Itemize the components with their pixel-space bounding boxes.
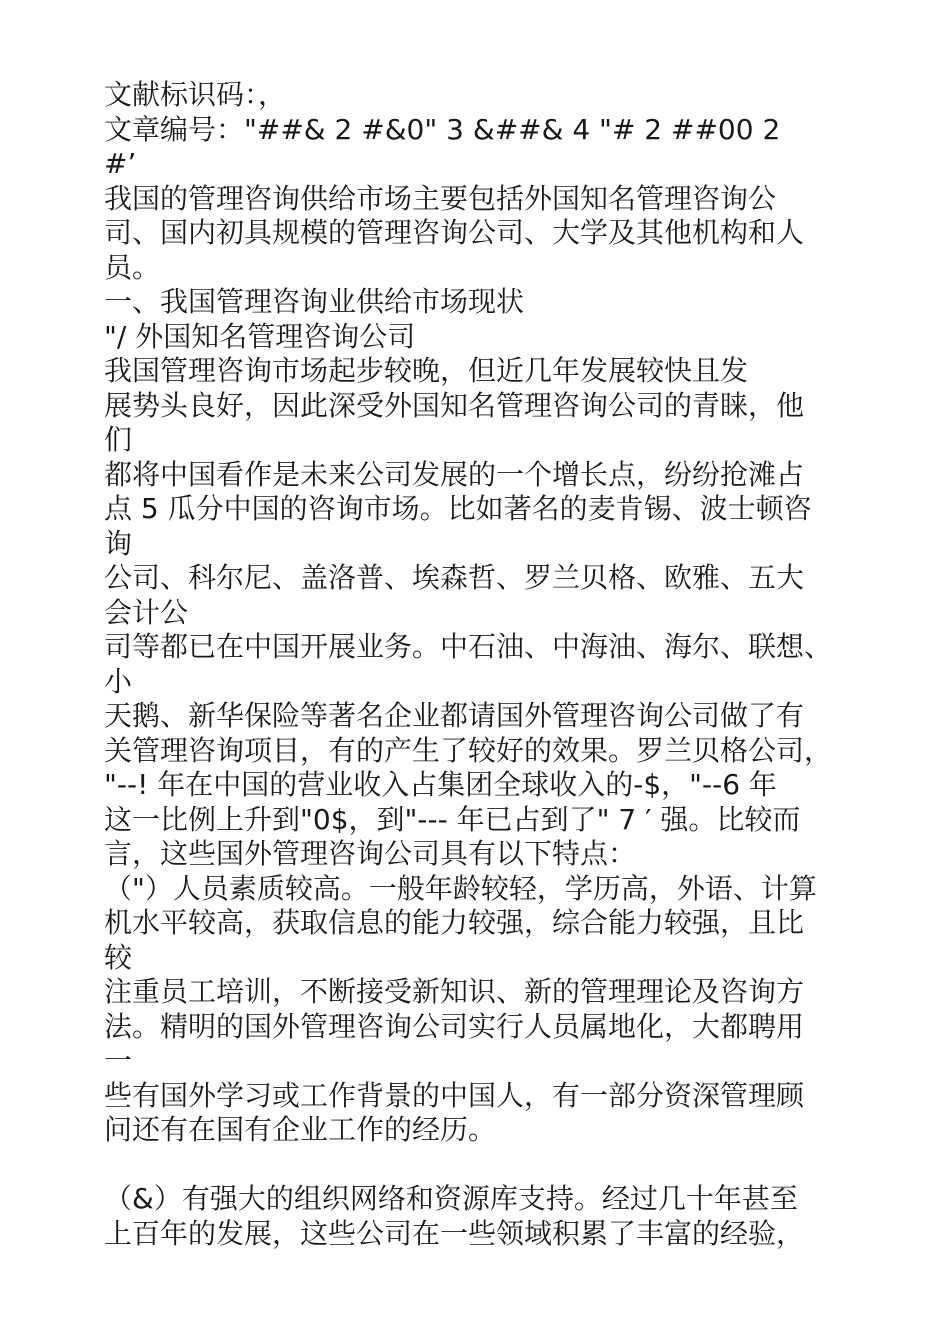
text-line: 较 [104,940,133,974]
text-line: "--! 年在中国的营业收入占集团全球收入的-$，"--6 年 [104,768,777,801]
section-heading: 一、我国管理咨询业供给市场现状 [104,285,525,318]
text-line: 员。 [104,250,161,284]
text-line: 问还有在国有企业工作的经历。 [104,1113,497,1146]
document-body [104,78,864,1251]
text-line: 询 [104,526,133,560]
text-line: 机水平较高，获取信息的能力较强，综合能力较强，且比 [104,906,805,939]
text-line: 法。精明的国外管理咨询公司实行人员属地化，大都聘用 [104,1009,805,1043]
doc-id-line: 文献标识码：， [104,78,287,111]
text-line: 我国管理咨询市场起步较晚，但近几年发展较快且发 [104,354,749,387]
text-line: 司等都已在中国开展业务。中石油、中海油、海尔、联想、 [104,630,833,663]
text-line: 会计公 [104,595,189,629]
text-line: 们 [104,423,133,456]
text-line: 我国的管理咨询供给市场主要包括外国知名管理咨询公 [104,181,777,215]
subsection-heading: "/ 外国知名管理咨询公司 [104,319,416,353]
list-item-1: （"）人员素质较高。一般年龄较轻，学历高，外语、计算 [104,871,817,905]
text-line: 都将中国看作是未来公司发展的一个增长点，纷纷抢滩占 [104,457,805,491]
article-number-line: 文章编号："##& 2 #&0" 3 &##& 4 "# 2 ##00 2 [104,112,781,146]
text-line: 点 5 瓜分中国的咨询市场。比如著名的麦肯锡、波士顿咨 [104,492,812,525]
text-line: 公司、科尔尼、盖洛普、埃森哲、罗兰贝格、欧雅、五大 [104,561,805,594]
list-item-2: （&）有强大的组织网络和资源库支持。经过几十年甚至 [104,1182,798,1215]
text-line: 关管理咨询项目，有的产生了较好的效果。罗兰贝格公司， [104,733,833,767]
text-line: 言，这些国外管理咨询公司具有以下特点： [104,837,637,870]
text-line: 上百年的发展，这些公司在一些领域积累了丰富的经验， [104,1216,805,1250]
text-line: 天鹅、新华保险等著名企业都请国外管理咨询公司做了有 [104,699,805,732]
text-line: 司、国内初具规模的管理咨询公司、大学及其他机构和人 [104,216,805,249]
text-line: 这一比例上升到"0$，到"--- 年已占到了" 7 ′ 强。比较而 [104,802,801,836]
text-line: 展势头良好，因此深受外国知名管理咨询公司的青睐，他 [104,388,805,422]
text-line: 些有国外学习或工作背景的中国人，有一部分资深管理顾 [104,1078,805,1112]
text-line: 小 [104,664,133,698]
blank-line [104,1148,864,1183]
text-line: 注重员工培训，不断接受新知识、新的管理理论及咨询方 [104,975,805,1008]
text-line: 一 [104,1044,133,1077]
article-number-line-cont: #’ [104,147,137,180]
